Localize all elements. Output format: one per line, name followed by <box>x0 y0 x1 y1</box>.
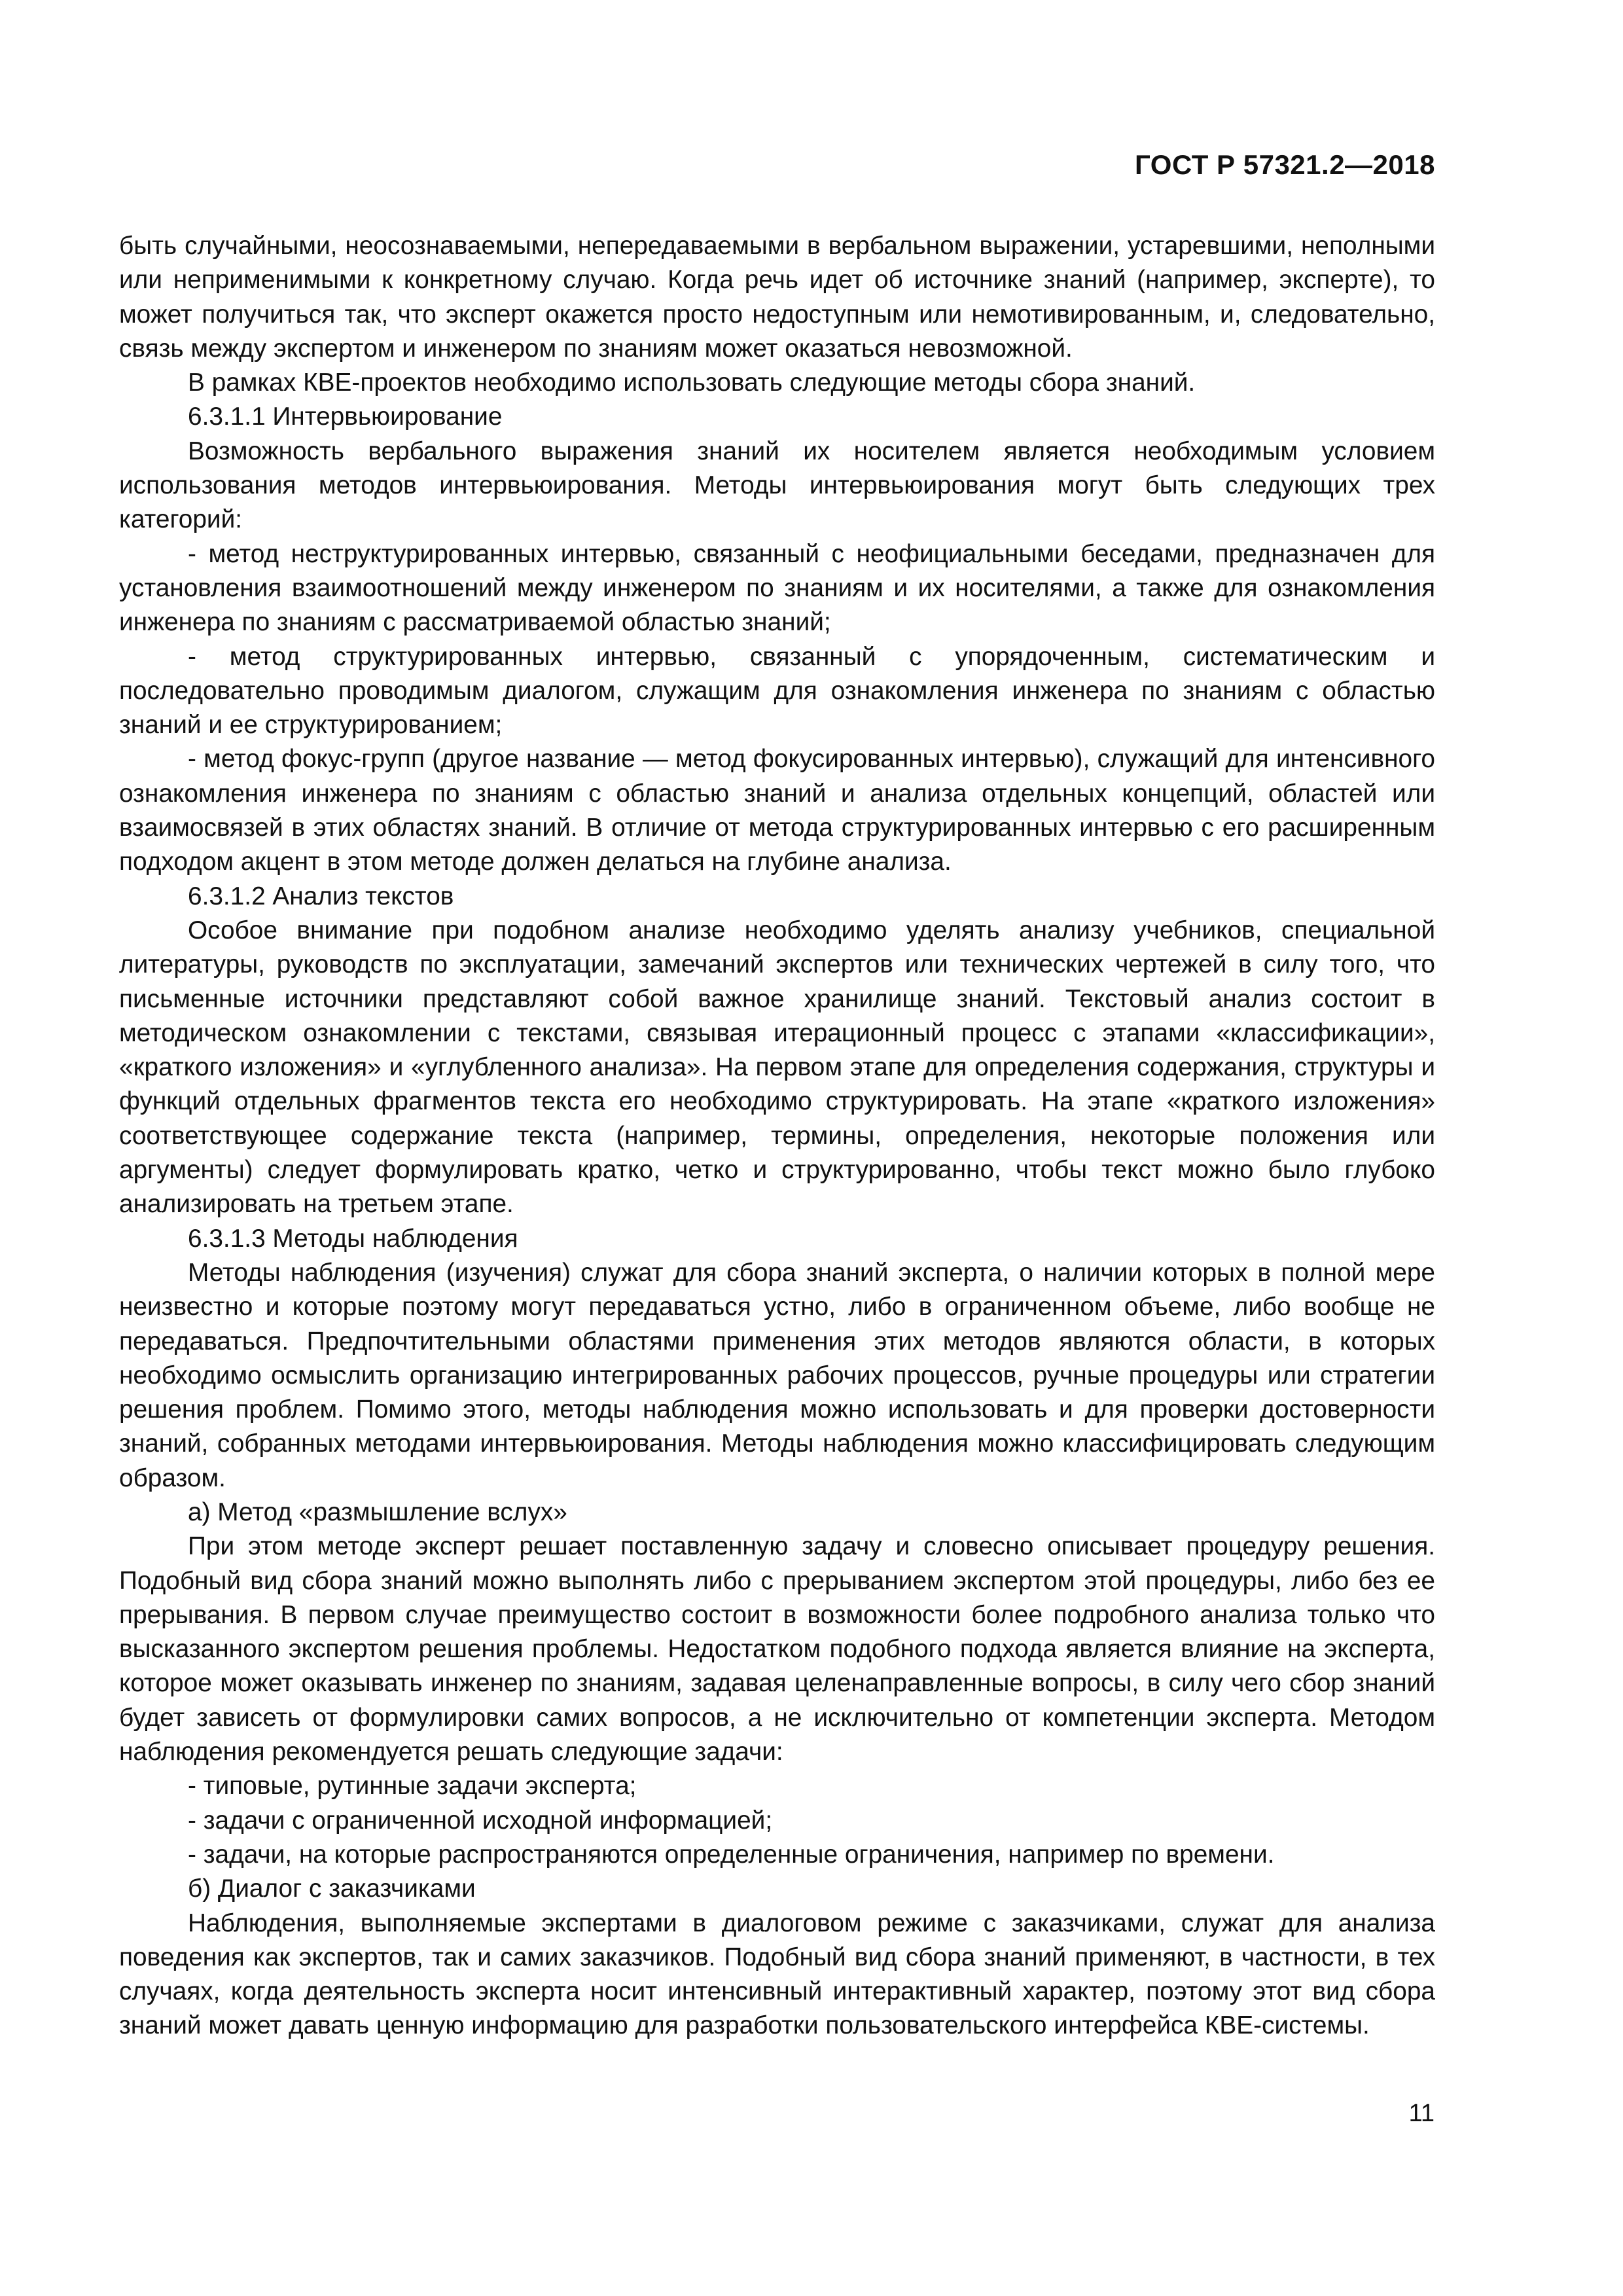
list-item: - метод неструктурированных интервью, связанный с неофициальными беседами, предназначен для установления взаимоотношений между инженером по знаниям и их носителями, а также для ознакомления инженера по знаниям с рассматриваемой областью знаний; <box>119 539 1435 637</box>
paragraph-continuation: быть случайными, неосознаваемыми, непередаваемыми в вербальном выражении, устаревшими, неполными или неприменимыми к конкретному случаю. Когда речь идет об источнике знаний (например, эксперте), то может получиться так, что эксперт окажется просто недоступным или немотивированным, и, следовательно, связь между экспертом и инженером по знаниям может оказаться невозможной. <box>119 232 1435 363</box>
section-heading-6-3-1-1: 6.3.1.1 Интервьюирование <box>188 403 503 431</box>
document-body <box>119 229 1435 2043</box>
page-number: 11 <box>1408 2100 1435 2127</box>
list-item: - типовые, рутинные задачи эксперта; <box>188 1772 637 1801</box>
subsection-heading-a: а) Метод «размышление вслух» <box>188 1498 567 1526</box>
subsection-heading-b: б) Диалог с заказчиками <box>188 1874 476 1903</box>
paragraph-intro-methods: В рамках КВЕ-проектов необходимо использовать следующие методы сбора знаний. <box>188 368 1196 397</box>
section-heading-6-3-1-3: 6.3.1.3 Методы наблюдения <box>188 1224 518 1253</box>
standard-designation: ГОСТ Р 57321.2—2018 <box>1135 149 1435 180</box>
paragraph: Методы наблюдения (изучения) служат для сбора знаний эксперта, о наличии которых в полной мере неизвестно и которые поэтому могут передаваться устно, либо в ограниченном объеме, либо вообще не передаваться. Предпочтительными областями применения этих методов являются области, в которых необходимо осмыслить организацию интегрированных рабочих процессов, ручные процедуры или стратегии решения проблем. Помимо этого, методы наблюдения можно использовать и для проверки достоверности знаний, собранных методами интервьюирования. Методы наблюдения можно классифицировать следующим образом. <box>119 1258 1435 1492</box>
paragraph: При этом методе эксперт решает поставленную задачу и словесно описывает процедуру решения. Подобный вид сбора знаний можно выполнять либо с прерыванием экспертом этой процедуры, либо без ее прерывания. В первом случае преимущество состоит в возможности более подробного анализа только что высказанного экспертом решения проблемы. Недостатком подобного подхода является влияние на эксперта, которое может оказывать инженер по знаниям, задавая целенаправленные вопросы, в силу чего сбор знаний будет зависеть от формулировки самих вопросов, а не исключительно от компетенции эксперта. Методом наблюдения рекомендуется решать следующие задачи: <box>119 1532 1435 1767</box>
list-item: - задачи с ограниченной исходной информацией; <box>188 1806 773 1835</box>
list-item: - метод фокус-групп (другое название — метод фокусированных интервью), служащий для интенсивного ознакомления инженера по знаниям с областью знаний и анализа отдельных концепций, областей или взаимосвязей в этих областях знаний. В отличие от метода структурированных интервью с его расширенным подходом акцент в этом методе должен делаться на глубине анализа. <box>119 745 1435 876</box>
paragraph: Особое внимание при подобном анализе необходимо уделять анализу учебников, специальной литературы, руководств по эксплуатации, замечаний экспертов или технических чертежей в силу того, что письменные источники представляют собой важное хранилище знаний. Текстовый анализ состоит в методическом ознакомлении с текстами, связывая итерационный процесс с этапами «классификации», «краткого изложения» и «углубленного анализа». На первом этапе для определения содержания, структуры и функций отдельных фрагментов текста его необходимо структурировать. На этапе «краткого изложения» соответствующее содержание текста (например, термины, определения, некоторые положения или аргументы) следует формулировать кратко, четко и структурированно, чтобы текст можно было глубоко анализировать на третьем этапе. <box>119 916 1435 1219</box>
list-item: - задачи, на которые распространяются определенные ограничения, например по времени. <box>188 1840 1275 1869</box>
list-item: - метод структурированных интервью, связанный с упорядоченным, систематическим и последовательно проводимым диалогом, служащим для ознакомления инженера по знаниям с областью знаний и ее структурированием; <box>119 642 1435 740</box>
paragraph: Наблюдения, выполняемые экспертами в диалоговом режиме с заказчиками, служат для анализа поведения как экспертов, так и самих заказчиков. Подобный вид сбора знаний применяют, в частности, в тех случаях, когда деятельность эксперта носит интенсивный интерактивный характер, поэтому этот вид сбора знаний может давать ценную информацию для разработки пользовательского интерфейса КВЕ-системы. <box>119 1909 1435 2040</box>
paragraph: Возможность вербального выражения знаний их носителем является необходимым условием использования методов интервьюирования. Методы интервьюирования могут быть следующих трех категорий: <box>119 437 1435 534</box>
section-heading-6-3-1-2: 6.3.1.2 Анализ текстов <box>188 882 454 910</box>
